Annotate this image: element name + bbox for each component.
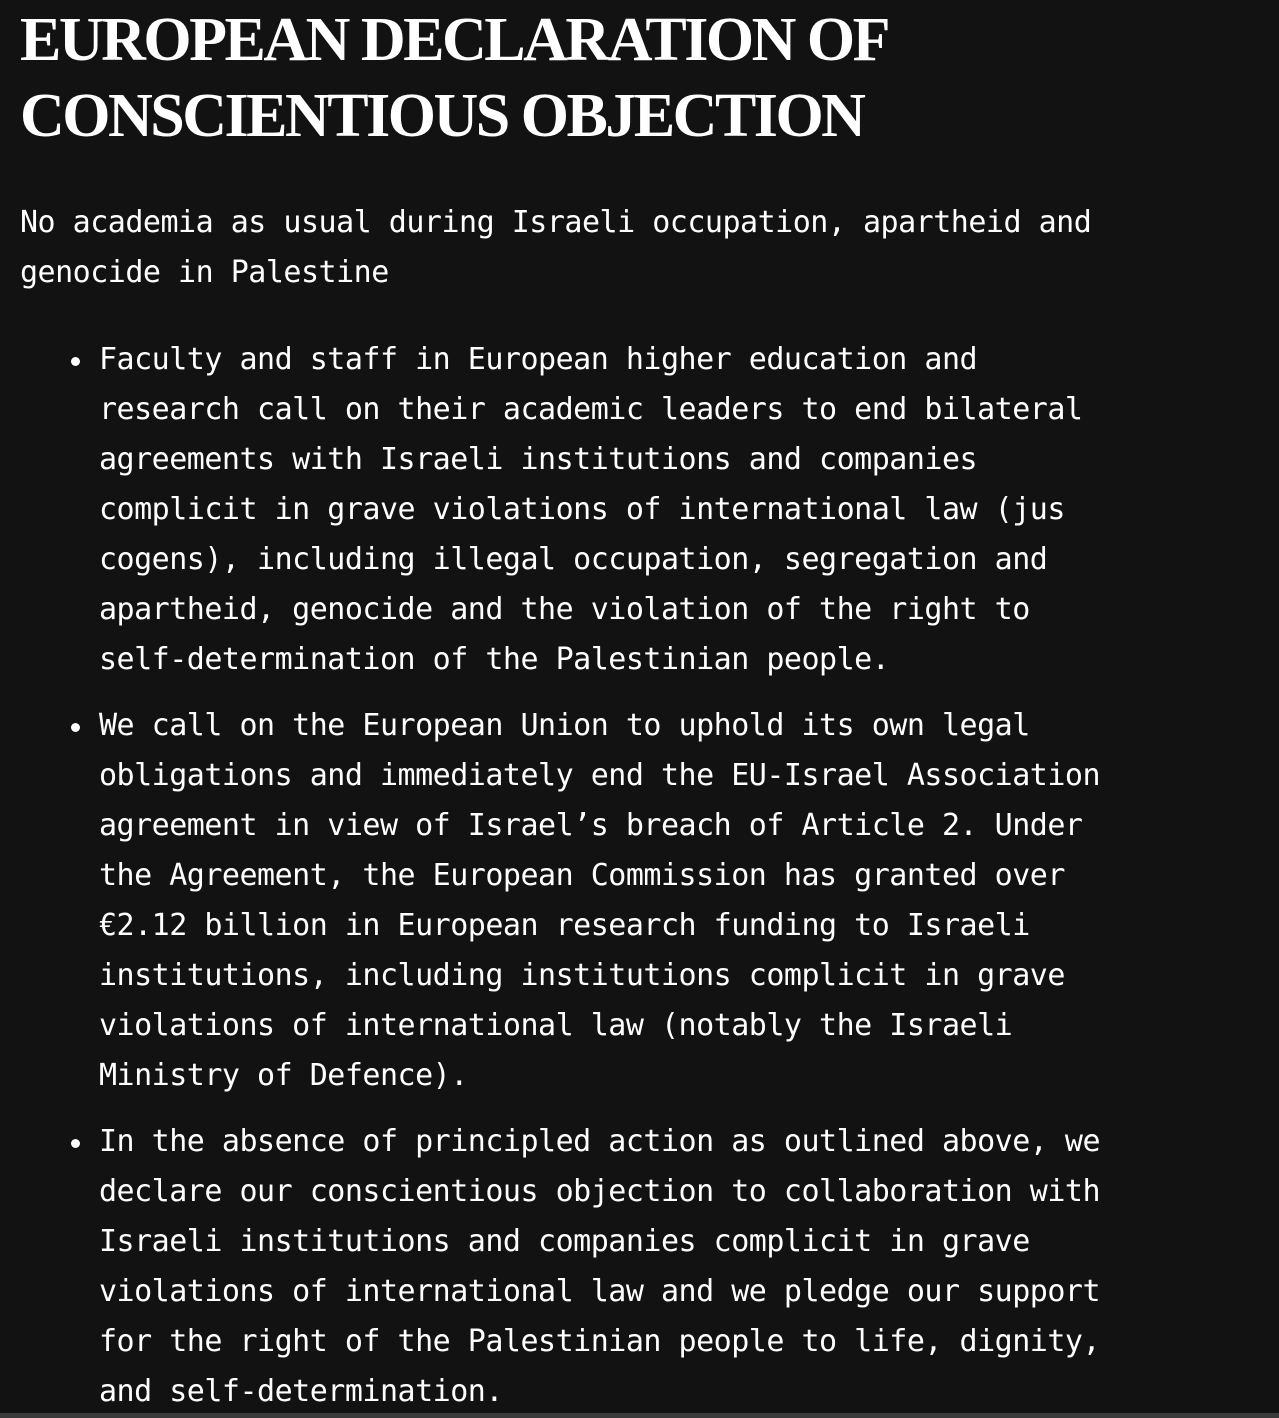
point-line: for the right of the Palestinian people to life, dignity,: [99, 1324, 1101, 1359]
declaration-points-list: [20, 335, 1259, 1417]
point-line: violations of international law (notably the Israeli: [99, 1008, 1013, 1043]
point-line: apartheid, genocide and the violation of the right to: [99, 592, 1030, 627]
bullet-icon: [71, 357, 80, 366]
declaration-point: [20, 1117, 1259, 1417]
title-line: CONSCIENTIOUS OBJECTION: [20, 82, 864, 150]
point-line: and self-determination.: [99, 1374, 503, 1409]
point-line: Israeli institutions and companies complicit in grave: [99, 1224, 1030, 1259]
point-line: institutions, including institutions complicit in grave: [99, 958, 1065, 993]
point-line: agreement in view of Israel’s breach of Article 2. Under: [99, 808, 1083, 843]
point-line: violations of international law and we pledge our support: [99, 1274, 1101, 1309]
declaration-point: [20, 335, 1259, 685]
window-bottom-edge: [0, 1413, 1279, 1418]
point-line: obligations and immediately end the EU-Israel Association: [99, 758, 1101, 793]
point-line: complicit in grave violations of international law (jus: [99, 492, 1065, 527]
point-line: cogens), including illegal occupation, segregation and: [99, 542, 1048, 577]
point-line: We call on the European Union to uphold its own legal: [99, 708, 1030, 743]
declaration-point: [20, 701, 1259, 1101]
bullet-icon: [71, 723, 80, 732]
point-line: In the absence of principled action as outlined above, we: [99, 1124, 1101, 1159]
point-line: research call on their academic leaders to end bilateral: [99, 392, 1083, 427]
title-line: EUROPEAN DECLARATION OF: [20, 6, 888, 74]
point-line: Faculty and staff in European higher education and: [99, 342, 978, 377]
bullet-icon: [71, 1139, 80, 1148]
point-line: Ministry of Defence).: [99, 1058, 468, 1093]
subtitle-line: genocide in Palestine: [20, 255, 389, 290]
point-line: €2.12 billion in European research funding to Israeli: [99, 908, 1030, 943]
page-subtitle: [20, 198, 1250, 298]
point-line: agreements with Israeli institutions and companies: [99, 442, 978, 477]
page-title: [20, 0, 1259, 154]
point-text: [99, 1117, 1259, 1417]
point-line: self-determination of the Palestinian people.: [99, 642, 890, 677]
point-line: declare our conscientious objection to collaboration with: [99, 1174, 1101, 1209]
point-line: the Agreement, the European Commission has granted over: [99, 858, 1065, 893]
subtitle-line: No academia as usual during Israeli occupation, apartheid and: [20, 205, 1092, 240]
point-text: [99, 701, 1259, 1101]
point-text: [99, 335, 1259, 685]
